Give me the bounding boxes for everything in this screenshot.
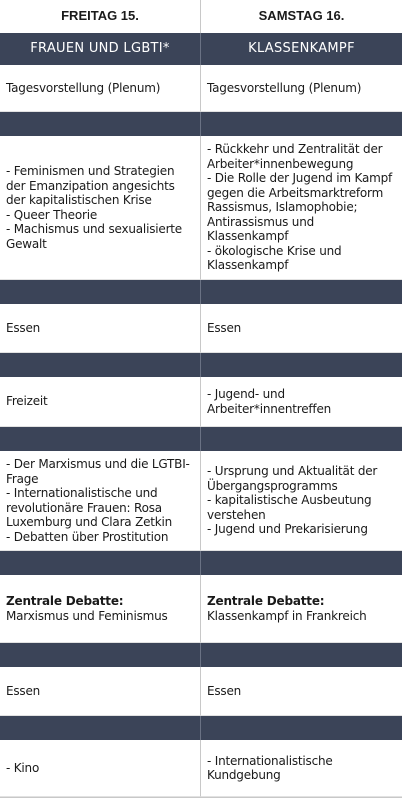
separator-bar [0, 643, 201, 667]
theme-header-saturday: KLASSENKAMPF [201, 33, 402, 65]
separator-bar [201, 280, 402, 304]
separator-bar [201, 551, 402, 575]
schedule-cell-plenum-saturday: Tagesvorstellung (Plenum) [201, 65, 402, 112]
debate-topic: Klassenkampf in Frankreich [207, 608, 367, 623]
separator-bar [0, 280, 201, 304]
theme-header-friday: FRAUEN UND LGBTI* [0, 33, 201, 65]
schedule-cell-dinner-saturday: Essen [201, 667, 402, 716]
separator-bar [0, 716, 201, 740]
schedule-cell-topics2-friday: - Der Marxismus und die LGTBI- Frage - Internationalistische und revolutionäre Frauen: Rosa Luxemburg und Clara Zetkin - Debatten über Prostitution [0, 451, 201, 551]
separator-bar [201, 716, 402, 740]
schedule-cell-debate-friday [0, 575, 201, 643]
debate-topic: Marxismus und Feminismus [6, 608, 168, 623]
schedule-cell-plenum-friday: Tagesvorstellung (Plenum) [0, 65, 201, 112]
day-header-friday: FREITAG 15. [0, 0, 201, 33]
separator-bar [0, 112, 201, 136]
schedule-cell-lunch-friday: Essen [0, 304, 201, 353]
separator-bar [0, 551, 201, 575]
schedule-cell-meetings-saturday: - Jugend- und Arbeiter*innentreffen [201, 377, 402, 427]
schedule-cell-freetime-friday: Freizeit [0, 377, 201, 427]
day-header-saturday: SAMSTAG 16. [258, 8, 345, 24]
separator-bar [201, 112, 402, 136]
schedule-cell-evening-saturday: - Internationalistische Kundgebung [201, 740, 402, 797]
schedule-cell-topics-friday: - Feminismen und Strategien der Emanzipation angesichts der kapitalistischen Krise - Queer Theorie - Machismus und sexualisierte Gewalt [0, 136, 201, 280]
schedule-cell-dinner-friday: Essen [0, 667, 201, 716]
schedule-cell-evening-friday: - Kino [0, 740, 201, 797]
separator-bar [0, 427, 201, 451]
debate-title: Zentrale Debatte: [207, 594, 325, 608]
separator-bar [0, 353, 201, 377]
separator-bar [201, 427, 402, 451]
separator-bar [201, 643, 402, 667]
schedule-cell-debate-saturday [201, 575, 402, 643]
schedule-cell-lunch-saturday: Essen [201, 304, 402, 353]
separator-bar [201, 353, 402, 377]
schedule-cell-topics2-saturday: - Ursprung und Aktualität der Übergangsprogramms - kapitalistische Ausbeutung verstehen - Jugend und Prekarisierung [201, 451, 402, 551]
debate-title: Zentrale Debatte: [6, 594, 124, 608]
schedule-cell-topics-saturday: - Rückkehr und Zentralität der Arbeiter*innenbewegung - Die Rolle der Jugend im Kampf gegen die Arbeitsmarktreform Rassismus, Islamophobie; Antirassismus und Klassenkampf - ökologische Krise und Klassenkampf [201, 136, 402, 280]
